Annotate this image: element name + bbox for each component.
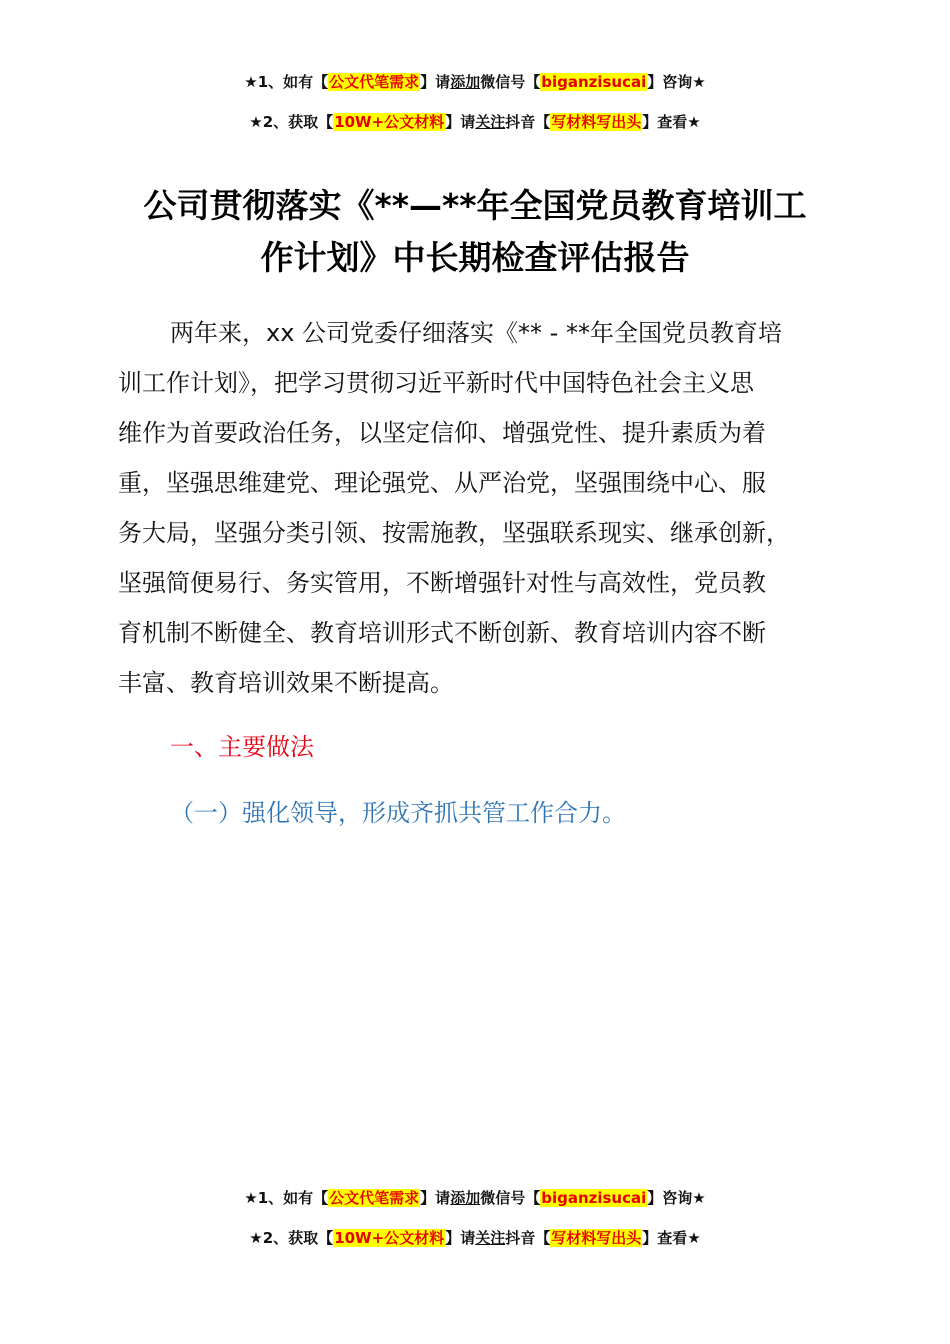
ad-text: ★2、获取【 bbox=[249, 113, 334, 131]
ad-line-1 bbox=[0, 62, 950, 102]
ad-text: 】查看★ bbox=[642, 1229, 701, 1247]
ad-highlight: biganzisucai bbox=[541, 1189, 647, 1207]
subsection-heading: （一）强化领导，形成齐抓共管工作合力。 bbox=[170, 799, 626, 827]
paragraph-line: 训工作计划》，把学习贯彻习近平新时代中国特色社会主义思 bbox=[118, 369, 754, 397]
ad-text: 】请 bbox=[445, 113, 476, 131]
paragraph-line: 丰富、教育培训效果不断提高。 bbox=[118, 669, 454, 697]
paragraph-line: 务大局，坚强分类引领、按需施教，坚强联系现实、继承创新， bbox=[118, 519, 790, 547]
ad-text: 抖音【 bbox=[505, 113, 551, 131]
ad-underlined-text: 添加 bbox=[450, 1189, 481, 1207]
ad-text: 】咨询★ bbox=[647, 73, 706, 91]
ad-text: 微信号【 bbox=[480, 1189, 541, 1207]
paragraph-line: 育机制不断健全、教育培训形式不断创新、教育培训内容不断 bbox=[118, 619, 766, 647]
ad-text: ★1、如有【 bbox=[244, 1189, 329, 1207]
ad-underlined-text: 关注 bbox=[475, 1229, 506, 1247]
paragraph-line: 两年来，xx 公司党委仔细落实《** - **年全国党员教育培 bbox=[170, 319, 782, 347]
ad-text: 】请 bbox=[420, 1189, 451, 1207]
ad-text: 】请 bbox=[445, 1229, 476, 1247]
document-title bbox=[100, 180, 850, 284]
ad-highlight: 写材料写出头 bbox=[551, 113, 642, 131]
ad-line-1 bbox=[0, 1178, 950, 1218]
title-line: 作计划》中长期检查评估报告 bbox=[260, 238, 690, 277]
footer-ad-block bbox=[0, 1178, 950, 1258]
paragraph-line: 维作为首要政治任务，以坚定信仰、增强党性、提升素质为着 bbox=[118, 419, 766, 447]
ad-highlight: 公文代笔需求 bbox=[329, 73, 420, 91]
paragraph-line: 重，坚强思维建党、理论强党、从严治党，坚强围绕中心、服 bbox=[118, 469, 766, 497]
header-ad-block bbox=[0, 62, 950, 142]
ad-text: 抖音【 bbox=[505, 1229, 551, 1247]
ad-text: 】咨询★ bbox=[647, 1189, 706, 1207]
ad-highlight: biganzisucai bbox=[541, 73, 647, 91]
ad-text: 微信号【 bbox=[480, 73, 541, 91]
ad-highlight: 10W+公文材料 bbox=[334, 113, 445, 131]
title-line: 公司贯彻落实《**—**年全国党员教育培训工 bbox=[143, 186, 807, 225]
ad-highlight: 写材料写出头 bbox=[551, 1229, 642, 1247]
ad-highlight: 10W+公文材料 bbox=[334, 1229, 445, 1247]
ad-highlight: 公文代笔需求 bbox=[329, 1189, 420, 1207]
body-paragraph bbox=[118, 308, 838, 708]
ad-text: ★1、如有【 bbox=[244, 73, 329, 91]
paragraph-line: 坚强简便易行、务实管用，不断增强针对性与高效性，党员教 bbox=[118, 569, 766, 597]
ad-text: 】查看★ bbox=[642, 113, 701, 131]
ad-line-2 bbox=[0, 1218, 950, 1258]
ad-line-2 bbox=[0, 102, 950, 142]
ad-text: 】请 bbox=[420, 73, 451, 91]
section-heading: 一、主要做法 bbox=[170, 733, 314, 761]
ad-text: ★2、获取【 bbox=[249, 1229, 334, 1247]
ad-underlined-text: 关注 bbox=[475, 113, 506, 131]
ad-underlined-text: 添加 bbox=[450, 73, 481, 91]
